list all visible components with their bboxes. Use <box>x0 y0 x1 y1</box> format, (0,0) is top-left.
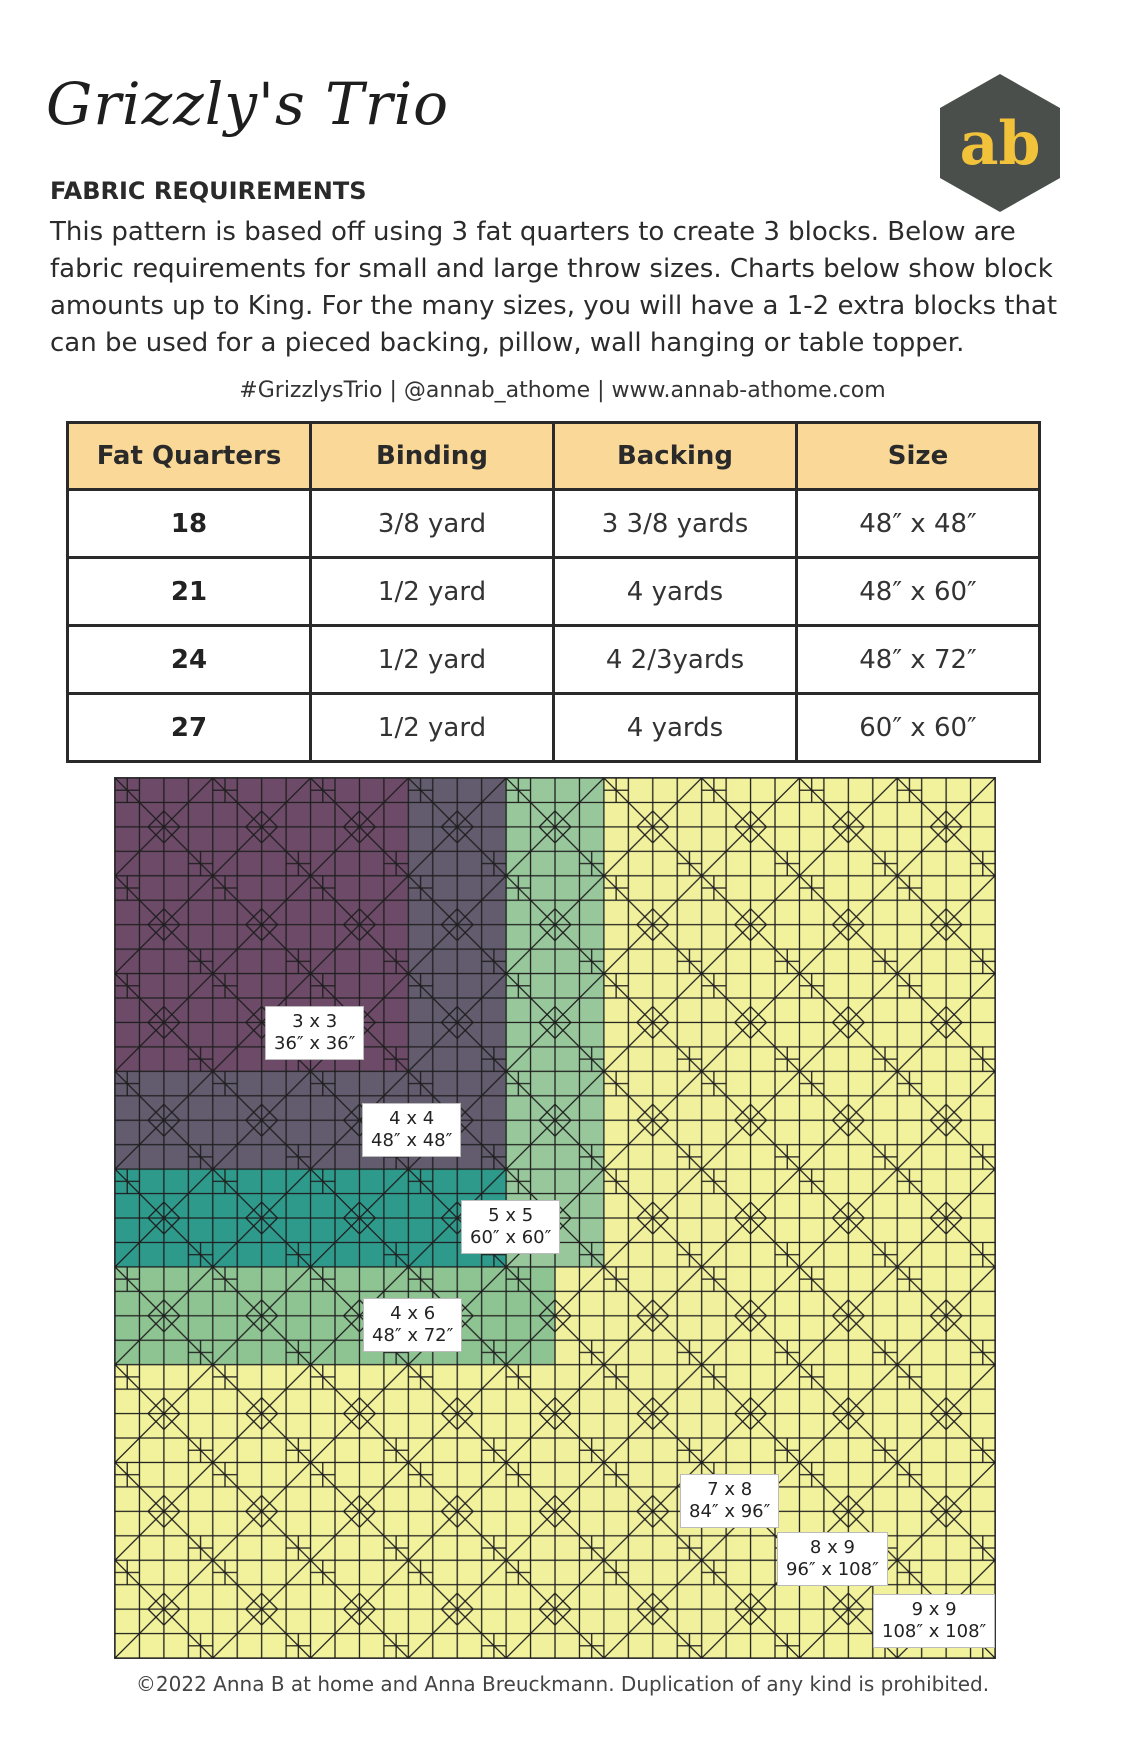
brand-logo <box>940 74 1060 212</box>
social-tags: #GrizzlysTrio | @annab_athome | www.annab-athome.com <box>239 378 886 403</box>
table-cell: 4 yards <box>554 694 797 762</box>
block-count: 3 x 3 <box>292 1011 338 1032</box>
table-cell: 24 <box>68 626 311 694</box>
intro-paragraph: This pattern is based off using 3 fat quarters to create 3 blocks. Below are fabric requirements for small and large throw sizes. Charts below show block amounts up to King. For the many sizes, you will have a 1-2 extra blocks that can be used for a pieced backing, pillow, wall hanging or table topper. <box>50 217 1058 358</box>
table-row <box>68 694 1040 762</box>
page-title: Grizzly's Trio <box>46 70 450 138</box>
table-cell: 1/2 yard <box>311 558 554 626</box>
table-cell: 60″ x 60″ <box>797 694 1040 762</box>
table-cell: 1/2 yard <box>311 694 554 762</box>
size-label-5x5 <box>461 1200 560 1254</box>
table-header-row <box>68 423 1040 490</box>
column-header: Binding <box>311 423 554 490</box>
table-cell: 4 2/3yards <box>554 626 797 694</box>
svg-text:ab: ab <box>959 109 1041 179</box>
table-row <box>68 558 1040 626</box>
column-header: Backing <box>554 423 797 490</box>
block-count: 8 x 9 <box>809 1537 855 1558</box>
quilt-size: 48″ x 48″ <box>371 1130 453 1151</box>
block-count: 4 x 4 <box>389 1108 435 1129</box>
quilt-size: 60″ x 60″ <box>470 1227 552 1248</box>
block-count: 5 x 5 <box>488 1205 534 1226</box>
copyright-footer: ©2022 Anna B at home and Anna Breuckmann. Duplication of any kind is prohibited. <box>135 1672 990 1696</box>
table-cell: 3 3/8 yards <box>554 490 797 558</box>
quilt-size: 108″ x 108″ <box>882 1621 987 1642</box>
size-label-9x9 <box>873 1594 995 1648</box>
table-cell: 4 yards <box>554 558 797 626</box>
size-label-7x8 <box>680 1474 779 1528</box>
quilt-size: 48″ x 72″ <box>372 1325 454 1346</box>
size-label-3x3 <box>265 1006 364 1060</box>
block-count: 4 x 6 <box>390 1303 436 1324</box>
quilt-size-chart <box>114 777 996 1659</box>
quilt-size: 96″ x 108″ <box>786 1559 879 1580</box>
table-row <box>68 626 1040 694</box>
block-count: 7 x 8 <box>707 1479 753 1500</box>
table-cell: 18 <box>68 490 311 558</box>
fabric-requirements-table <box>66 421 1041 763</box>
table-cell: 48″ x 48″ <box>797 490 1040 558</box>
table-cell: 3/8 yard <box>311 490 554 558</box>
size-label-4x4 <box>362 1103 461 1157</box>
section-heading: FABRIC REQUIREMENTS <box>50 177 367 205</box>
size-label-4x6 <box>363 1298 462 1352</box>
table-row <box>68 490 1040 558</box>
table-cell: 21 <box>68 558 311 626</box>
quilt-size: 84″ x 96″ <box>689 1501 771 1522</box>
column-header: Size <box>797 423 1040 490</box>
column-header: Fat Quarters <box>68 423 311 490</box>
size-label-8x9 <box>777 1532 888 1586</box>
quilt-size: 36″ x 36″ <box>274 1033 356 1054</box>
table-cell: 48″ x 72″ <box>797 626 1040 694</box>
table-cell: 27 <box>68 694 311 762</box>
table-cell: 48″ x 60″ <box>797 558 1040 626</box>
block-count: 9 x 9 <box>911 1599 957 1620</box>
table-cell: 1/2 yard <box>311 626 554 694</box>
